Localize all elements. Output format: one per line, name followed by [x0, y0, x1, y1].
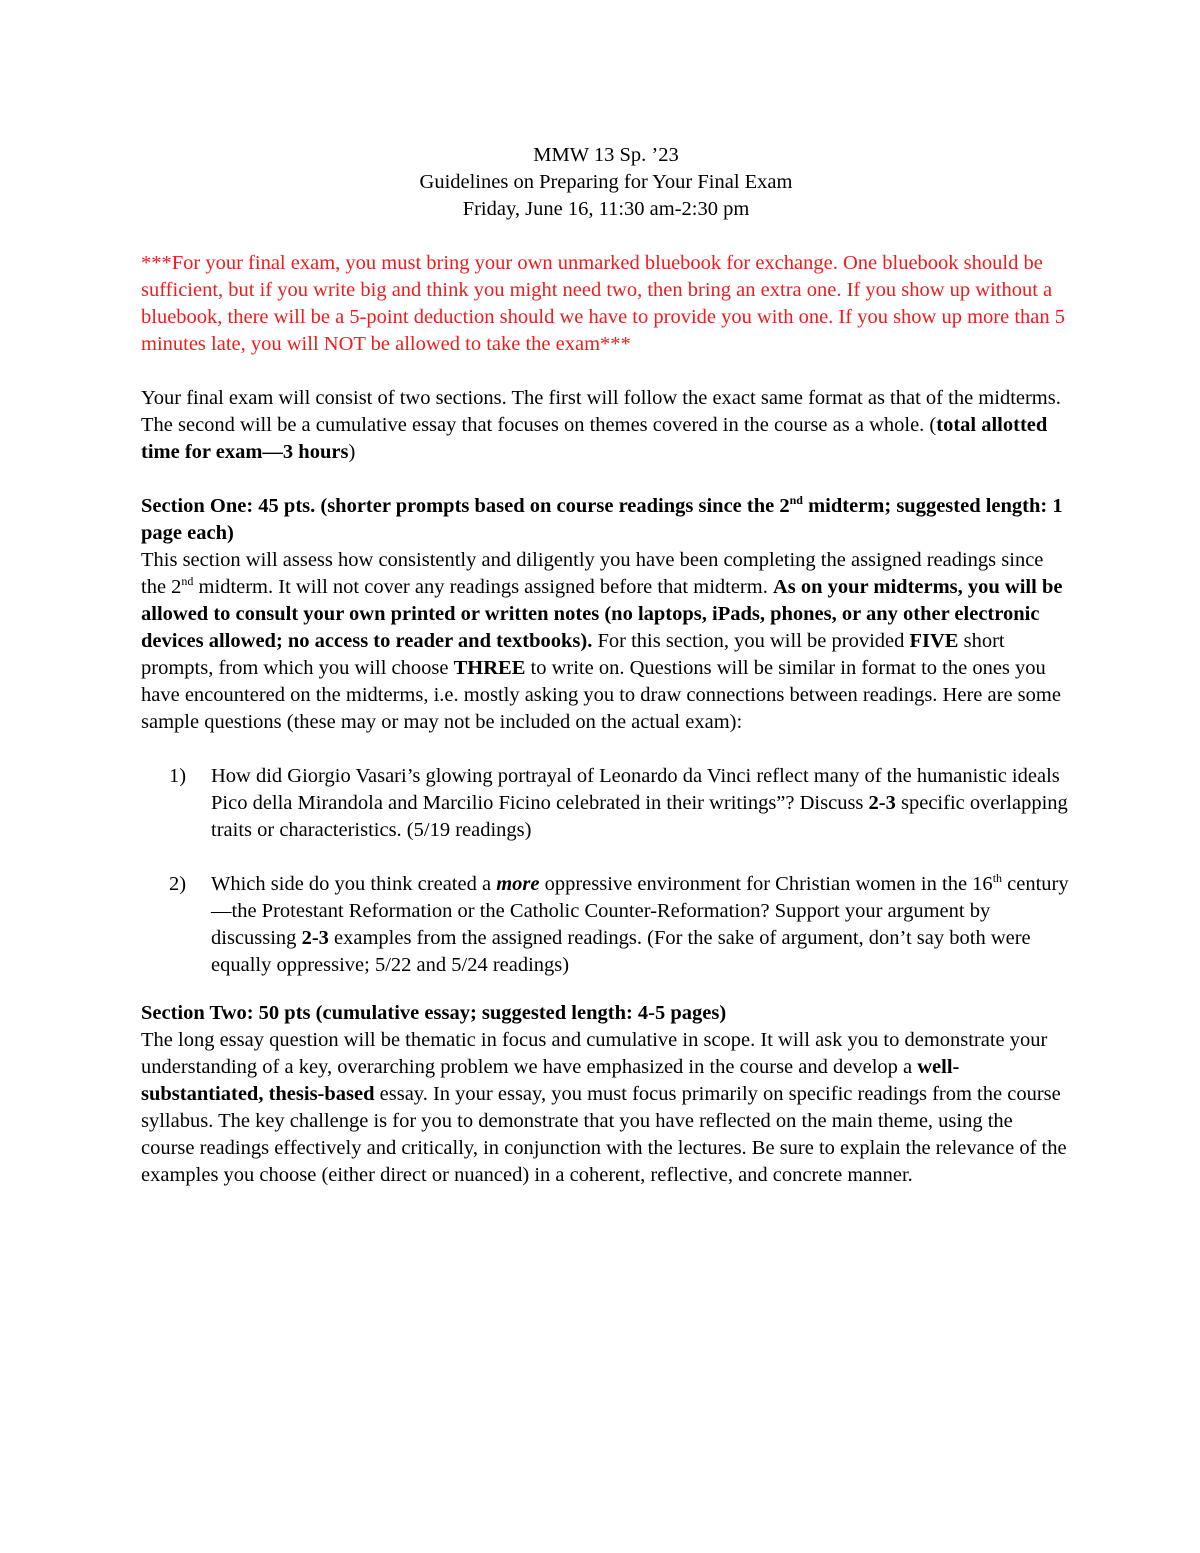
s2-p1: The long essay question will be thematic in focus and cumulative in scope. It will ask you to demonstrate your understanding of a key, overarching problem we have emphasized in the course and develop a	[141, 1029, 1048, 1078]
document-content	[141, 142, 1071, 1189]
section-one-heading-sup: nd	[789, 493, 803, 507]
s1-p5: to write on. Questions will be similar in format to the ones you have encountered on the midterms, i.e. mostly asking you to draw connections between readings. Here are some sample questions (these may or may not be included on the actual exam):	[141, 657, 1061, 733]
q2-sup: th	[992, 871, 1003, 885]
s1-p3-bold: FIVE	[909, 630, 959, 652]
section-one-heading-b: midterm; suggested length: 1 page each)	[141, 495, 1063, 544]
course-title: MMW 13 Sp. ’23	[533, 144, 679, 166]
bluebook-notice: ***For your final exam, you must bring your own unmarked bluebook for exchange. One bluebook should be sufficient, but if you write big and think you might need two, then bring an extra one. If you show up without a bluebook, there will be a 5-point deduction should we have to provide you with one. If you show up more than 5 minutes late, you will NOT be allowed to take the exam***	[141, 252, 1066, 355]
section-one-body	[141, 547, 1071, 736]
intro-text: Your final exam will consist of two sections. The first will follow the exact same format as that of the midterms. The second will be a cumulative essay that focuses on themes covered in the course as a whole. (	[141, 387, 1061, 436]
exam-intro	[141, 385, 1071, 466]
question-text	[211, 763, 1071, 844]
section-one-heading-a: Section One: 45 pts. (shorter prompts based on course readings since the 2	[141, 495, 790, 517]
question-text	[211, 871, 1071, 979]
s1-p1-sup: nd	[181, 574, 194, 588]
section-two-heading	[141, 1000, 1071, 1027]
document-title: Guidelines on Preparing for Your Final Exam	[419, 171, 793, 193]
q2-c: century—the Protestant Reformation or the Catholic Counter-Reformation? Support your argument by discussing	[211, 873, 1069, 949]
section-one-heading	[141, 493, 1071, 547]
document-header	[141, 142, 1071, 223]
q2-b: oppressive environment for Christian women in the 16	[539, 873, 993, 895]
s1-p2-bold: As on your midterms, you will be allowed to consult your own printed or written notes (no laptops, iPads, phones, or any other electronic devices allowed; no access to reader and textbooks).	[141, 576, 1063, 652]
intro-close: )	[348, 441, 356, 463]
list-item	[141, 763, 1071, 844]
q2-a: Which side do you think created a	[211, 873, 497, 895]
question-number: 2)	[169, 873, 187, 895]
q1-bold: 2-3	[868, 792, 896, 814]
q2-d: examples from the assigned readings. (For the sake of argument, don’t say both were equally oppressive; 5/22 and 5/24 readings)	[211, 927, 1031, 976]
s1-p3: For this section, you will be provided	[592, 630, 910, 652]
section-two-body	[141, 1027, 1071, 1189]
q1-a: How did Giorgio Vasari’s glowing portrayal of Leonardo da Vinci reflect many of the humanistic ideals Pico della Mirandola and Marcilio Ficino celebrated in their writings”? Discuss	[211, 765, 1060, 814]
question-number: 1)	[169, 765, 187, 787]
section-two-heading-text: Section Two: 50 pts (cumulative essay; suggested length: 4-5 pages)	[141, 1002, 727, 1024]
q2-bold-italic: more	[496, 873, 540, 895]
s2-p1-bold: well-substantiated, thesis-based	[141, 1056, 960, 1105]
s1-p4: short prompts, from which you will choose	[141, 630, 1005, 679]
s1-p1: This section will assess how consistently and diligently you have been completing the assigned readings since the 2	[141, 549, 1044, 598]
s1-p2: midterm. It will not cover any readings assigned before that midterm.	[193, 576, 773, 598]
sample-questions	[141, 763, 1071, 979]
intro-time: total allotted time for exam—3 hours	[141, 414, 1048, 463]
list-item	[141, 871, 1071, 979]
q1-b: specific overlapping traits or characteristics. (5/19 readings)	[211, 792, 1068, 841]
s2-p2: essay. In your essay, you must focus primarily on specific readings from the course syllabus. The key challenge is for you to demonstrate that you have reflected on the main theme, using the course readings effectively and critically, in conjunction with the lectures. Be sure to explain the relevance of the examples you choose (either direct or nuanced) in a coherent, reflective, and concrete manner.	[141, 1083, 1067, 1186]
s1-p4-bold: THREE	[453, 657, 526, 679]
q2-bold: 2-3	[301, 927, 329, 949]
exam-date: Friday, June 16, 11:30 am-2:30 pm	[462, 198, 750, 220]
